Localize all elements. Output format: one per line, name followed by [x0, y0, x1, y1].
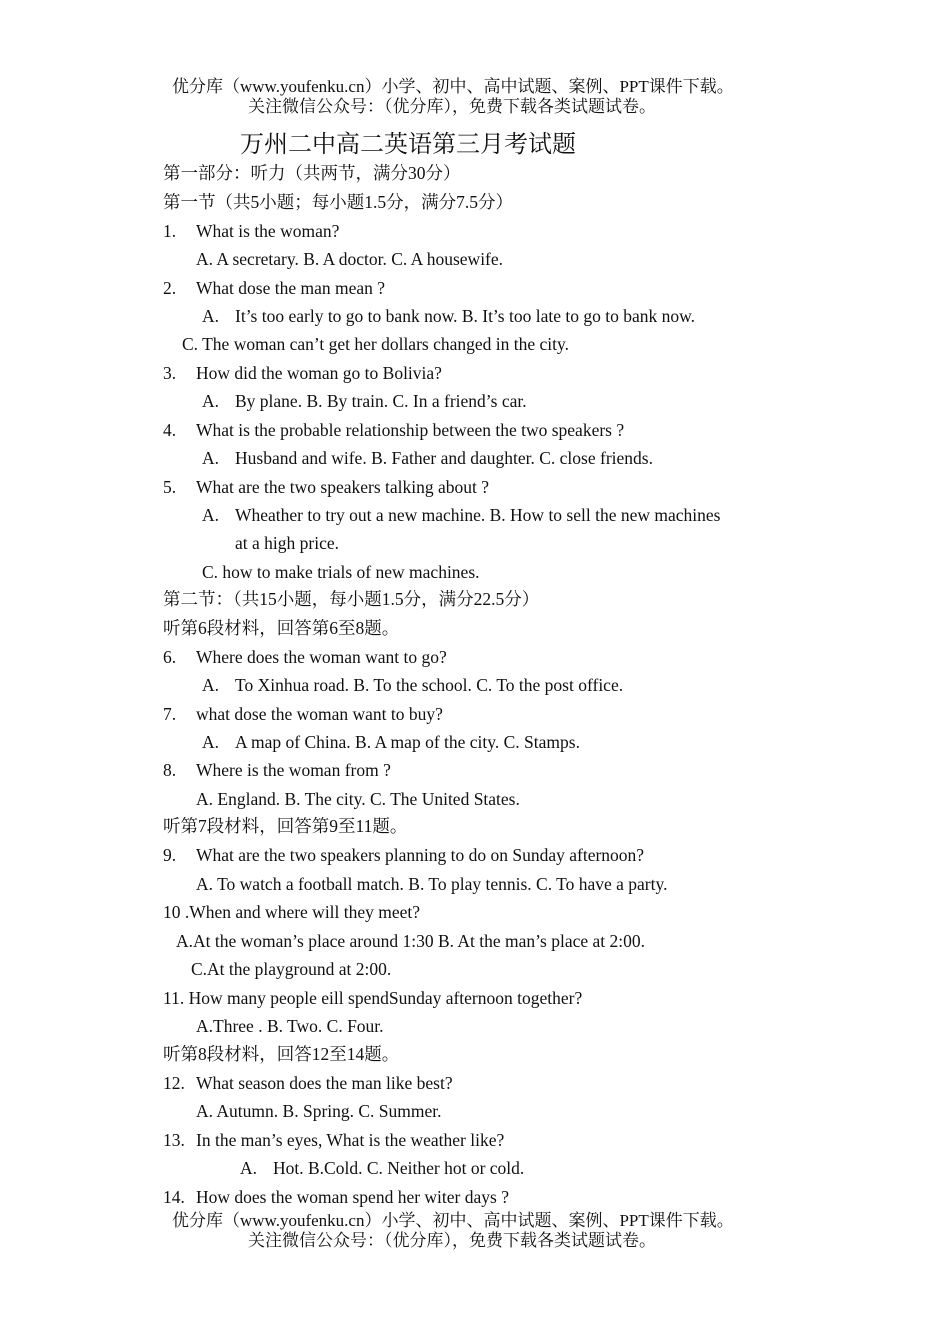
question-13	[163, 1129, 504, 1151]
header-promo-line-2: 关注微信公众号：（优分库），免费下载各类试题试卷。	[248, 97, 656, 116]
option-text: To Xinhua road. B. To the school. C. To the post office.	[235, 675, 624, 695]
question-8-options: A. England. B. The city. C. The United States.	[196, 789, 520, 809]
question-number: 13.	[163, 1130, 185, 1150]
question-text: Where does the woman want to go?	[196, 647, 447, 667]
question-number: 8.	[163, 760, 177, 780]
question-12-options: A. Autumn. B. Spring. C. Summer.	[196, 1101, 442, 1121]
option-text: By plane. B. By train. C. In a friend’s car.	[235, 391, 527, 411]
question-text: What are the two speakers talking about ?	[196, 477, 490, 497]
question-14	[163, 1186, 509, 1208]
option-text: Husband and wife. B. Father and daughter. C. close friends.	[235, 448, 653, 468]
question-3	[163, 362, 442, 384]
question-text: what dose the woman want to buy?	[196, 704, 443, 724]
option-label: A.	[202, 391, 220, 411]
option-label: A.	[240, 1158, 258, 1178]
question-12	[163, 1072, 453, 1094]
question-9	[163, 844, 644, 866]
question-text: In the man’s eyes, What is the weather like?	[196, 1130, 505, 1150]
question-text: How does the woman spend her witer days ?	[196, 1187, 509, 1207]
question-text: What are the two speakers planning to do on Sunday afternoon?	[196, 845, 645, 865]
question-11-options: A.Three . B. Two. C. Four.	[196, 1016, 384, 1036]
question-4	[163, 419, 624, 441]
question-number: 6.	[163, 647, 177, 667]
option-text: It’s too early to go to bank now. B. It’s too late to go to bank now.	[235, 306, 695, 326]
header-promo-line-1: 优分库（www.youfenku.cn）小学、初中、高中试题、案例、PPT课件下载。	[172, 77, 734, 96]
question-5	[163, 476, 489, 498]
option-label: A.	[202, 505, 220, 525]
question-6-options	[202, 674, 623, 696]
question-10-options: A.At the woman’s place around 1:30 B. At the man’s place at 2:00.	[176, 931, 645, 951]
question-5-options-continued: at a high price.	[235, 533, 339, 553]
option-label: A.	[202, 306, 220, 326]
question-2-options	[202, 305, 695, 327]
exam-title: 万州二中高二英语第三月考试题	[240, 132, 576, 158]
question-2-option-c: C. The woman can’t get her dollars changed in the city.	[182, 334, 569, 354]
question-1	[163, 220, 339, 242]
option-label: A.	[202, 732, 220, 752]
option-label: A.	[202, 448, 220, 468]
question-7	[163, 703, 443, 725]
question-11: 11. How many people eill spendSunday afternoon together?	[163, 988, 583, 1008]
question-5-options	[202, 504, 720, 526]
section-1-heading: 第一节（共5小题；每小题1.5分，满分7.5分）	[163, 192, 513, 212]
passage-7-instruction: 听第7段材料，回答第9至11题。	[163, 816, 408, 836]
question-9-options: A. To watch a football match. B. To play tennis. C. To have a party.	[196, 874, 668, 894]
question-number: 14.	[163, 1187, 185, 1207]
question-10: 10 .When and where will they meet?	[163, 902, 421, 922]
question-number: 2.	[163, 278, 177, 298]
question-text: How did the woman go to Bolivia?	[196, 363, 442, 383]
option-text: A map of China. B. A map of the city. C. Stamps.	[235, 732, 580, 752]
question-5-option-c: C. how to make trials of new machines.	[202, 562, 480, 582]
question-text: What is the woman?	[196, 221, 340, 241]
option-label: A.	[202, 675, 220, 695]
part-1-heading: 第一部分：听力（共两节，满分30分）	[163, 163, 461, 183]
question-text: What is the probable relationship between the two speakers ?	[196, 420, 625, 440]
question-number: 7.	[163, 704, 177, 724]
question-number: 3.	[163, 363, 177, 383]
option-text: Wheather to try out a new machine. B. How to sell the new machines	[235, 505, 721, 525]
question-6	[163, 646, 447, 668]
footer-promo-line-2: 关注微信公众号：（优分库），免费下载各类试题试卷。	[248, 1231, 656, 1250]
question-1-options: A. A secretary. B. A doctor. C. A housewife.	[196, 249, 504, 269]
question-text: What dose the man mean ?	[196, 278, 386, 298]
question-number: 12.	[163, 1073, 185, 1093]
question-3-options	[202, 390, 527, 412]
passage-8-instruction: 听第8段材料，回答12至14题。	[163, 1044, 400, 1064]
question-13-options	[240, 1157, 524, 1179]
question-8	[163, 759, 391, 781]
footer-promo-line-1: 优分库（www.youfenku.cn）小学、初中、高中试题、案例、PPT课件下载。	[172, 1211, 734, 1230]
question-number: 4.	[163, 420, 177, 440]
question-text: What season does the man like best?	[196, 1073, 453, 1093]
question-number: 5.	[163, 477, 177, 497]
question-10-option-c: C.At the playground at 2:00.	[191, 959, 392, 979]
question-number: 9.	[163, 845, 177, 865]
passage-6-instruction: 听第6段材料，回答第6至8题。	[163, 618, 400, 638]
section-2-heading: 第二节：（共15小题，每小题1.5分，满分22.5分）	[163, 589, 540, 609]
question-number: 1.	[163, 221, 177, 241]
option-text: Hot. B.Cold. C. Neither hot or cold.	[273, 1158, 525, 1178]
question-2	[163, 277, 385, 299]
question-7-options	[202, 731, 580, 753]
question-text: Where is the woman from ?	[196, 760, 391, 780]
question-4-options	[202, 447, 653, 469]
